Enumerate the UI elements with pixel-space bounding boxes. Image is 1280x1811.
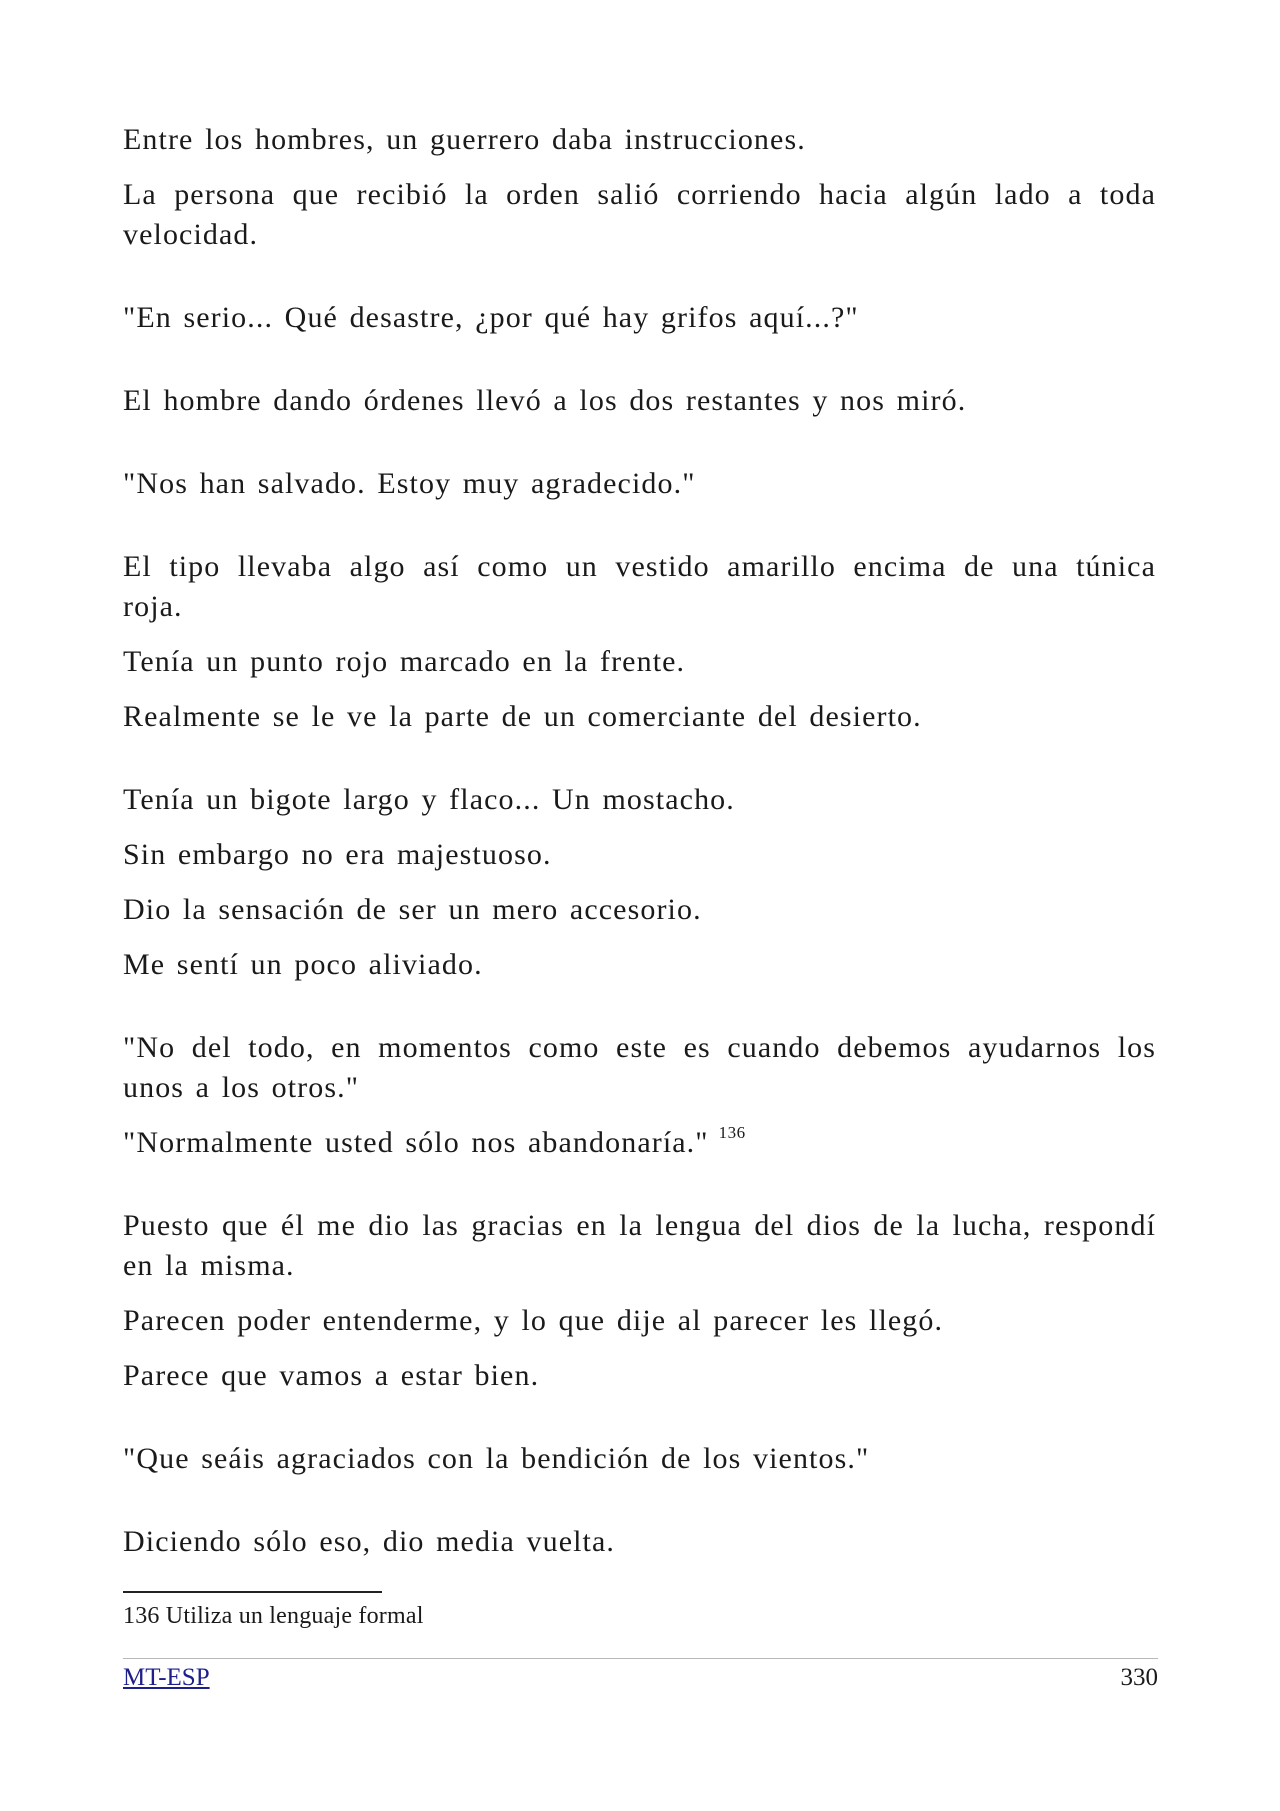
paragraph: "En serio... Qué desastre, ¿por qué hay grifos aquí...?"	[123, 301, 859, 334]
paragraph: El tipo llevaba algo así como un vestido amarillo encima de una túnica roja.	[123, 550, 1156, 623]
paragraph-with-footnote	[123, 1123, 1156, 1163]
paragraph: El hombre dando órdenes llevó a los dos restantes y nos miró.	[123, 384, 967, 417]
paragraph-text: "Normalmente usted sólo nos abandonaría."	[123, 1126, 709, 1159]
paragraph: Realmente se le ve la parte de un comerciante del desierto.	[123, 700, 922, 733]
paragraph: Parecen poder entenderme, y lo que dije al parecer les llegó.	[123, 1304, 944, 1337]
footnote-reference: 136	[718, 1123, 746, 1142]
paragraph: Entre los hombres, un guerrero daba instrucciones.	[123, 123, 806, 156]
footnote-divider	[123, 1591, 382, 1593]
paragraph: "No del todo, en momentos como este es cuando debemos ayudarnos los unos a los otros."	[123, 1031, 1156, 1104]
paragraph: "Nos han salvado. Estoy muy agradecido."	[123, 467, 696, 500]
page-number: 330	[1120, 1664, 1158, 1691]
paragraph: Puesto que él me dio las gracias en la lengua del dios de la lucha, respondí en la misma.	[123, 1209, 1156, 1282]
paragraph: La persona que recibió la orden salió corriendo hacia algún lado a toda velocidad.	[123, 178, 1156, 251]
document-page	[123, 120, 1156, 1800]
paragraph: "Que seáis agraciados con la bendición de los vientos."	[123, 1442, 870, 1475]
paragraph: Me sentí un poco aliviado.	[123, 948, 483, 981]
footer-divider	[123, 1658, 1158, 1659]
paragraph: Tenía un bigote largo y flaco... Un mostacho.	[123, 783, 735, 816]
paragraph: Diciendo sólo eso, dio media vuelta.	[123, 1525, 616, 1558]
paragraph: Parece que vamos a estar bien.	[123, 1359, 540, 1392]
paragraph: Tenía un punto rojo marcado en la frente.	[123, 645, 686, 678]
paragraph: Dio la sensación de ser un mero accesorio.	[123, 893, 702, 926]
footer-link[interactable]: MT-ESP	[123, 1664, 210, 1691]
footnote: 136 Utiliza un lenguaje formal	[123, 1603, 424, 1629]
paragraph: Sin embargo no era majestuoso.	[123, 838, 552, 871]
body-text	[123, 120, 1156, 1562]
